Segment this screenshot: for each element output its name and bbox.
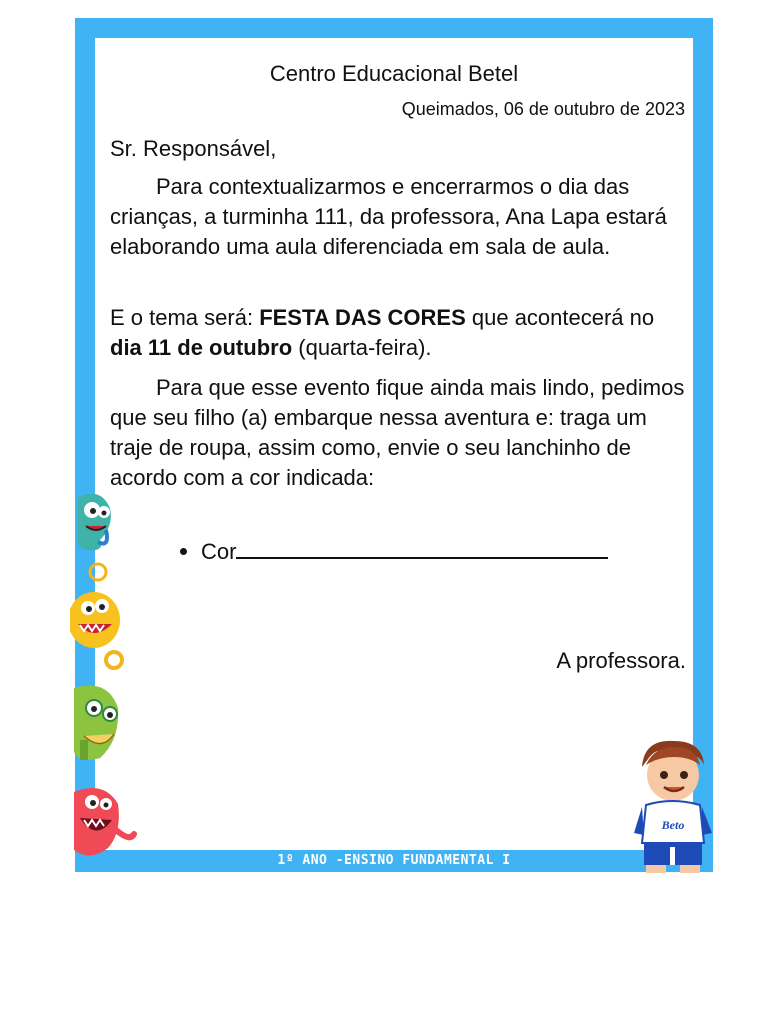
bullet-dot-icon [180,548,187,555]
color-label: Cor [201,539,237,564]
red-monster-icon [74,788,134,856]
paragraph-3 [110,373,690,493]
paragraph-1-text: Para contextualizarmos e encerrarmos o dia das crianças, a turminha 111, da professora, Ana Lapa estará elaborando uma aula diferenciada em sala de aula. [110,174,667,259]
color-bullet-item [180,535,608,567]
footer-grade-text: 1º ANO -ENSINO FUNDAMENTAL I [277,853,511,868]
theme-name: FESTA DAS CORES [259,305,466,330]
date-line: Queimados, 06 de outubro de 2023 [401,99,685,119]
yellow-monster-icon [70,564,122,668]
school-name: Centro Educacional Betel [269,61,519,86]
mascot-shirt-text: Beto [661,818,685,832]
paragraph-2-part1: E o tema será: [110,305,260,330]
paragraph-2-part2: que acontecerá no [465,305,655,330]
teal-monster-icon [78,494,111,551]
color-blank-line [236,535,608,559]
greeting: Sr. Responsável, [110,136,277,161]
paragraph-2 [110,303,690,363]
paragraph-3-text: Para que esse evento fique ainda mais lindo, pedimos que seu filho (a) embarque nessa aventura e: traga um traje de roupa, assim como, envie o seu lanchinho de acordo com a cor indicada: [110,375,685,490]
boy-mascot-icon [630,735,715,875]
footer-band [75,850,713,872]
monster-decorations-icon [70,490,140,860]
paragraph-2-part3: (quarta-feira). [292,335,432,360]
paragraph-1 [110,172,690,262]
event-date: dia 11 de outubro [110,335,293,360]
green-monster-icon [74,686,118,761]
signature: A professora. [556,648,686,673]
